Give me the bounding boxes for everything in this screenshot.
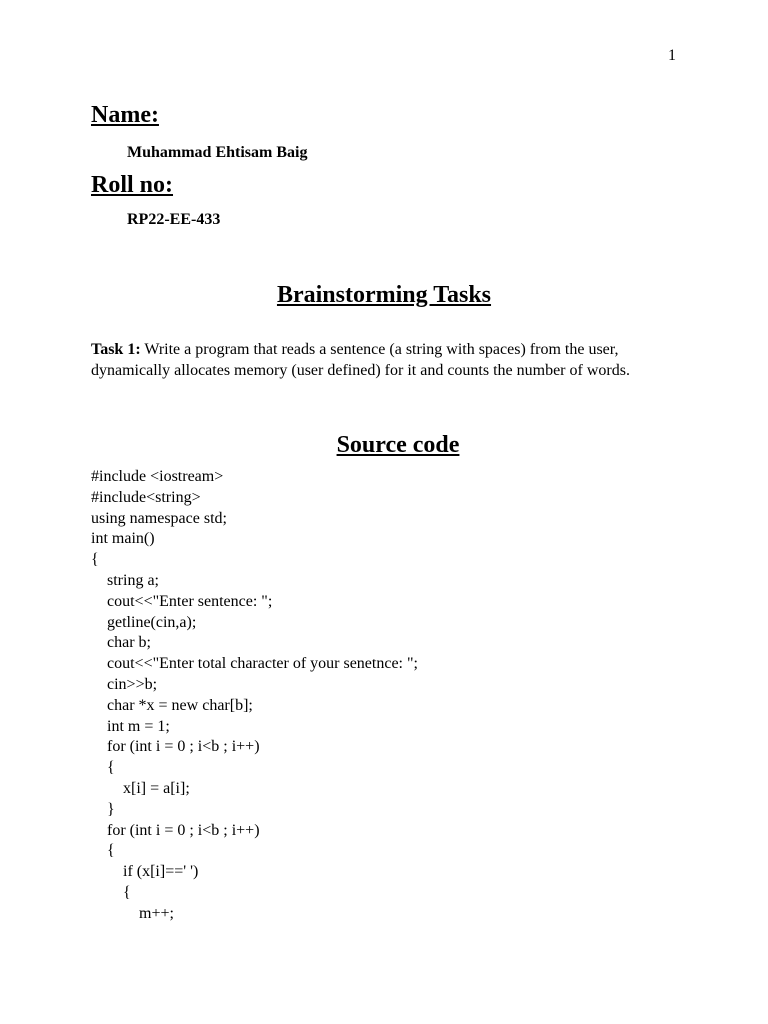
code-line: for (int i = 0 ; i<b ; i++): [91, 738, 260, 756]
section-title: Brainstorming Tasks: [276, 282, 492, 308]
code-block: [91, 467, 418, 925]
code-line: cout<<"Enter total character of your senetnce: ";: [91, 655, 418, 673]
code-line: m++;: [91, 904, 174, 922]
code-line: }: [91, 800, 115, 818]
code-line: char *x = new char[b];: [91, 696, 253, 714]
code-line: int main(): [91, 530, 155, 548]
name-value: Muhammad Ehtisam Baig: [127, 144, 308, 161]
task-description: [91, 339, 681, 381]
page-number: 1: [668, 47, 676, 64]
code-line: cin>>b;: [91, 675, 158, 693]
code-line: {: [91, 842, 115, 860]
code-line: using namespace std;: [91, 509, 227, 527]
code-line: if (x[i]==' '): [91, 863, 199, 881]
code-line: {: [91, 551, 99, 569]
code-line: cout<<"Enter sentence: ";: [91, 592, 273, 610]
task-label: Task 1:: [91, 341, 141, 358]
roll-heading: Roll no:: [91, 172, 174, 198]
code-line: x[i] = a[i];: [91, 779, 190, 797]
code-line: {: [91, 759, 115, 777]
name-heading: Name:: [91, 102, 159, 128]
code-line: getline(cin,a);: [91, 613, 197, 631]
code-line: int m = 1;: [91, 717, 170, 735]
code-line: {: [91, 883, 131, 901]
code-line: string a;: [91, 571, 159, 589]
roll-value: RP22-EE-433: [127, 211, 221, 228]
source-code-title: Source code: [336, 432, 460, 458]
code-line: for (int i = 0 ; i<b ; i++): [91, 821, 260, 839]
code-line: #include <iostream>: [91, 468, 224, 485]
code-line: #include<string>: [91, 488, 201, 506]
task-text: Write a program that reads a sentence (a string with spaces) from the user, dynamically allocates memory (user defined) for it and counts the number of words.: [91, 341, 630, 379]
code-line: char b;: [91, 634, 151, 652]
